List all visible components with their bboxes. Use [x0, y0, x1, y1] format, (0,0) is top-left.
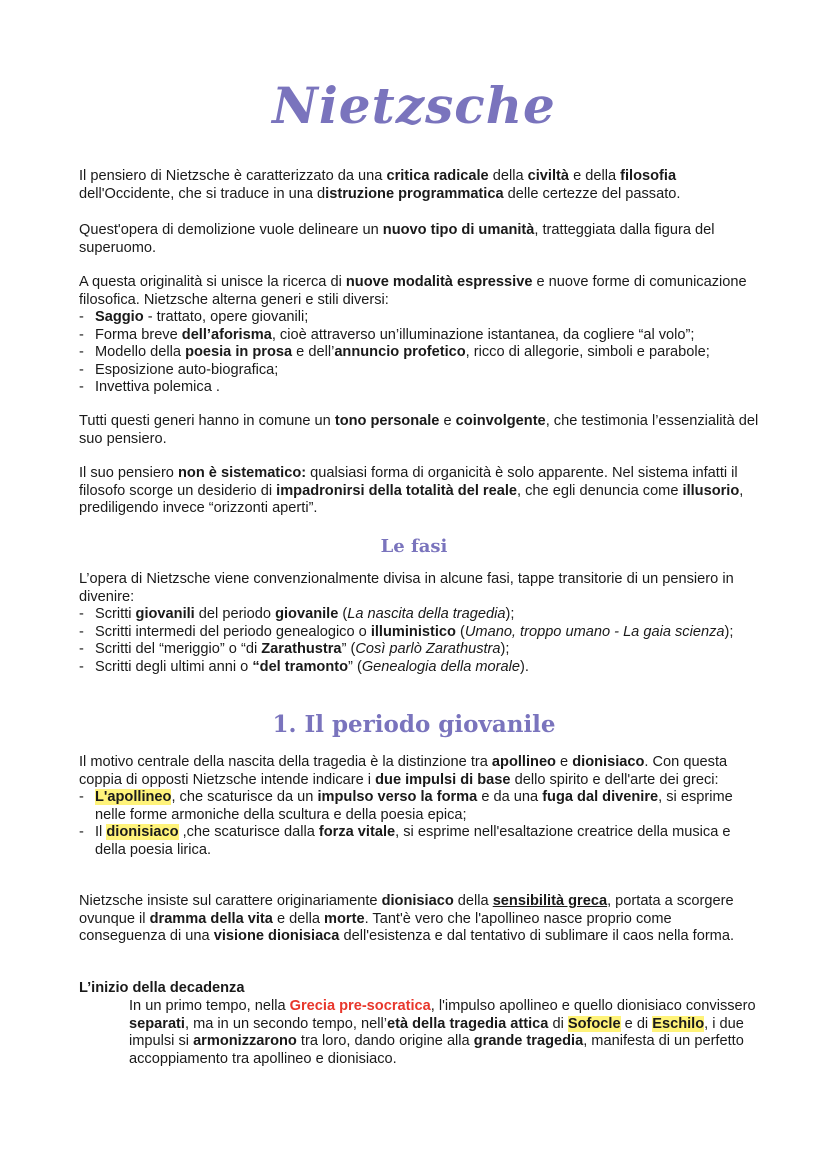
text-run: Grecia pre-socratica [289, 998, 431, 1014]
text-run: , ricco di allegorie, simboli e parabole; [465, 344, 710, 360]
text-run: , si esprime nell'esaltazione creatrice della musica e della poesia lirica. [95, 824, 731, 858]
text-run: ); [724, 623, 734, 640]
intro-paragraph-4 [79, 413, 759, 448]
giovanile-paragraph-2 [79, 893, 759, 946]
giovanile-paragraph-1 [79, 754, 759, 859]
text-run: Quest'opera di demolizione vuole delineare un [79, 222, 383, 238]
text-run: civiltà [527, 168, 570, 184]
list-item [79, 379, 759, 397]
text-run: e [555, 754, 573, 770]
text-run: della [488, 168, 528, 184]
text-run: Nietzsche insiste sul carattere originariamente [79, 893, 382, 909]
text-run: della [453, 893, 493, 909]
text-run: ” ( [341, 641, 356, 657]
text-run: età della tragedia attica [386, 1015, 549, 1032]
fasi-paragraph [79, 571, 759, 676]
text-run: - trattato, opere giovanili; [143, 309, 309, 325]
text-run: delle certezze del passato. [503, 185, 681, 202]
intro-paragraph-1 [79, 168, 759, 203]
text-run: , che egli denuncia come [517, 482, 683, 499]
intro-paragraph-5 [79, 465, 759, 518]
text-run: , i due impulsi si [129, 1015, 744, 1049]
text-run: Esposizione auto-biografica; [95, 361, 279, 378]
text-run: e della [569, 168, 621, 184]
text-run: non è sistematico: [177, 465, 307, 481]
list-item [79, 362, 759, 380]
text-run: qualsiasi forma di organicità è solo apparente. Nel sistema infatti il filosofo scorge un desiderio di [79, 465, 738, 499]
intro-paragraph-2 [79, 222, 759, 257]
list-item [79, 824, 759, 859]
text-run: Il motivo centrale della nascita della tragedia è la distinzione tra [79, 754, 492, 770]
text-run: . Tant'è vero che l'apollineo nasce proprio come conseguenza di una [79, 910, 672, 944]
text-run: dello spirito e dell'arte dei greci: [510, 771, 719, 788]
text-run: ,che scaturisce dalla [178, 824, 319, 840]
text-run: , l'impulso apollineo e quello dionisiaco convissero [430, 998, 756, 1014]
text-run: e della [272, 910, 325, 927]
list-item [79, 641, 759, 659]
text-run: dionisiaco [381, 893, 454, 909]
text-run: Modello della [95, 344, 186, 360]
text-run: dell'esistenza e dal tentativo di sublimare il caos nella forma. [339, 928, 735, 944]
text-run: nuovo tipo di umanità [382, 222, 535, 238]
text-run: e nuove forme di comunicazione filosofica. Nietzsche alterna generi e stili diversi: [79, 274, 747, 308]
text-run: Umano, troppo umano - La gaia scienza [464, 623, 725, 640]
text-run: e dell’ [292, 344, 335, 360]
text-run: sensibilità greca [492, 893, 608, 909]
list-item [79, 624, 759, 642]
text-run: poesia in prosa [185, 344, 293, 360]
text-run: dell’aforisma [181, 326, 272, 343]
text-run: Zarathustra [261, 641, 342, 657]
text-run: impadronirsi della totalità del reale [276, 482, 518, 499]
text-run: illuministico [370, 623, 456, 640]
text-run: , manifesta di un perfetto accoppiamento tra apollineo e dionisiaco. [129, 1033, 744, 1067]
text-run: Genealogia della morale [361, 658, 521, 675]
text-run: fuga dal divenire [542, 789, 659, 805]
text-run: istruzione programmatica [325, 185, 504, 202]
decadenza-paragraph [129, 998, 759, 1068]
text-run: A questa originalità si unisce la ricerca di [79, 274, 346, 290]
text-run: grande tragedia [473, 1033, 584, 1049]
list-item [79, 309, 759, 327]
list-item [79, 789, 759, 824]
text-run: dionisiaco [106, 824, 179, 840]
text-run: , prediligendo invece “orizzonti aperti”. [79, 482, 744, 516]
text-run: visione dionisiaca [213, 928, 340, 944]
text-run: “del tramonto [252, 658, 349, 675]
text-run: L'apollineo [95, 789, 172, 805]
text-run: Invettiva polemica . [95, 379, 220, 395]
text-run: Il suo pensiero [79, 465, 178, 481]
text-run: Saggio [95, 309, 144, 325]
text-run: , che testimonia l’essenzialità del suo pensiero. [79, 413, 759, 447]
text-run: coinvolgente [455, 413, 546, 429]
page-title: Nietzsche [272, 76, 556, 135]
text-run: e di [620, 1015, 653, 1032]
text-run: Scritti intermedi del periodo genealogico o [95, 623, 371, 640]
text-run: Forma breve [95, 326, 182, 343]
section-heading-giovanile: 1. Il periodo giovanile [272, 711, 556, 738]
text-run: impulso verso la forma [317, 789, 478, 805]
text-run: Scritti [95, 606, 136, 622]
text-run: tra loro, dando origine alla [296, 1033, 474, 1049]
text-run: illusorio [682, 482, 740, 499]
text-run: ); [505, 606, 515, 622]
text-run: In un primo tempo, nella [129, 998, 290, 1014]
text-run: , si esprime nelle forme armoniche della scultura e della poesia epica; [95, 789, 733, 823]
text-run: dionisiaco [572, 754, 645, 770]
text-run: del periodo [194, 606, 276, 622]
text-run: giovanile [275, 606, 339, 622]
genres-list [79, 309, 759, 397]
list-item [79, 327, 759, 345]
text-run: Sofocle [567, 1015, 621, 1032]
text-run: Scritti del “meriggio” o “di [95, 641, 262, 657]
text-run: tono personale [334, 413, 440, 429]
intro-paragraph-3 [79, 274, 759, 397]
text-run: , portata a scorgere ovunque il [79, 893, 734, 927]
text-run: Scritti degli ultimi anni o [95, 658, 253, 675]
text-run: ). [520, 658, 529, 675]
text-run: dell'Occidente, che si traduce in una d [79, 185, 326, 202]
text-run: nuove modalità espressive [345, 274, 533, 290]
text-run: Il pensiero di Nietzsche è caratterizzato da una [79, 168, 387, 184]
list-item [79, 606, 759, 624]
text-run: filosofia [620, 168, 677, 184]
text-run: ( [338, 606, 348, 622]
text-run: e da una [477, 789, 543, 805]
text-run: dramma della vita [149, 910, 273, 927]
subheading-decadenza: L’inizio della decadenza [79, 980, 245, 996]
text-run: due impulsi di base [375, 771, 511, 788]
text-run: Così parlò Zarathustra [355, 641, 501, 657]
text-run: morte [324, 910, 365, 927]
text-run: ” ( [348, 658, 362, 675]
text-run: giovanili [135, 606, 195, 622]
text-run: La nascita della tragedia [347, 606, 506, 622]
text-run: . Con questa coppia di opposti Nietzsche intende indicare i [79, 754, 728, 788]
text-run: ); [500, 641, 510, 657]
text-run: , tratteggiata dalla figura del superuomo. [79, 222, 715, 256]
list-item [79, 344, 759, 362]
text-run: Il [95, 824, 107, 840]
text-run: Tutti questi generi hanno in comune un [79, 413, 335, 429]
list-item [79, 659, 759, 677]
text-run: armonizzarono [193, 1033, 297, 1049]
text-run: annuncio profetico [334, 344, 466, 360]
text-run: , ma in un secondo tempo, nell’ [184, 1015, 387, 1032]
text-run: critica radicale [386, 168, 489, 184]
text-run: forza vitale [318, 824, 396, 840]
text-run: , cioè attraverso un’illuminazione istantanea, da cogliere “al volo”; [271, 326, 695, 343]
fasi-list [79, 606, 759, 676]
text-run: ( [455, 623, 465, 640]
text-run: apollineo [491, 754, 556, 770]
text-run: di [548, 1015, 568, 1032]
text-run: , che scaturisce da un [171, 789, 318, 805]
text-run: separati [129, 1015, 185, 1032]
section-heading-fasi: Le fasi [380, 536, 448, 557]
text-run: e [439, 413, 456, 429]
impulses-list [79, 789, 759, 859]
text-run: Eschilo [652, 1015, 705, 1032]
text-run: L’opera di Nietzsche viene convenzionalmente divisa in alcune fasi, tappe transitorie di un pensiero in divenire: [79, 571, 734, 605]
